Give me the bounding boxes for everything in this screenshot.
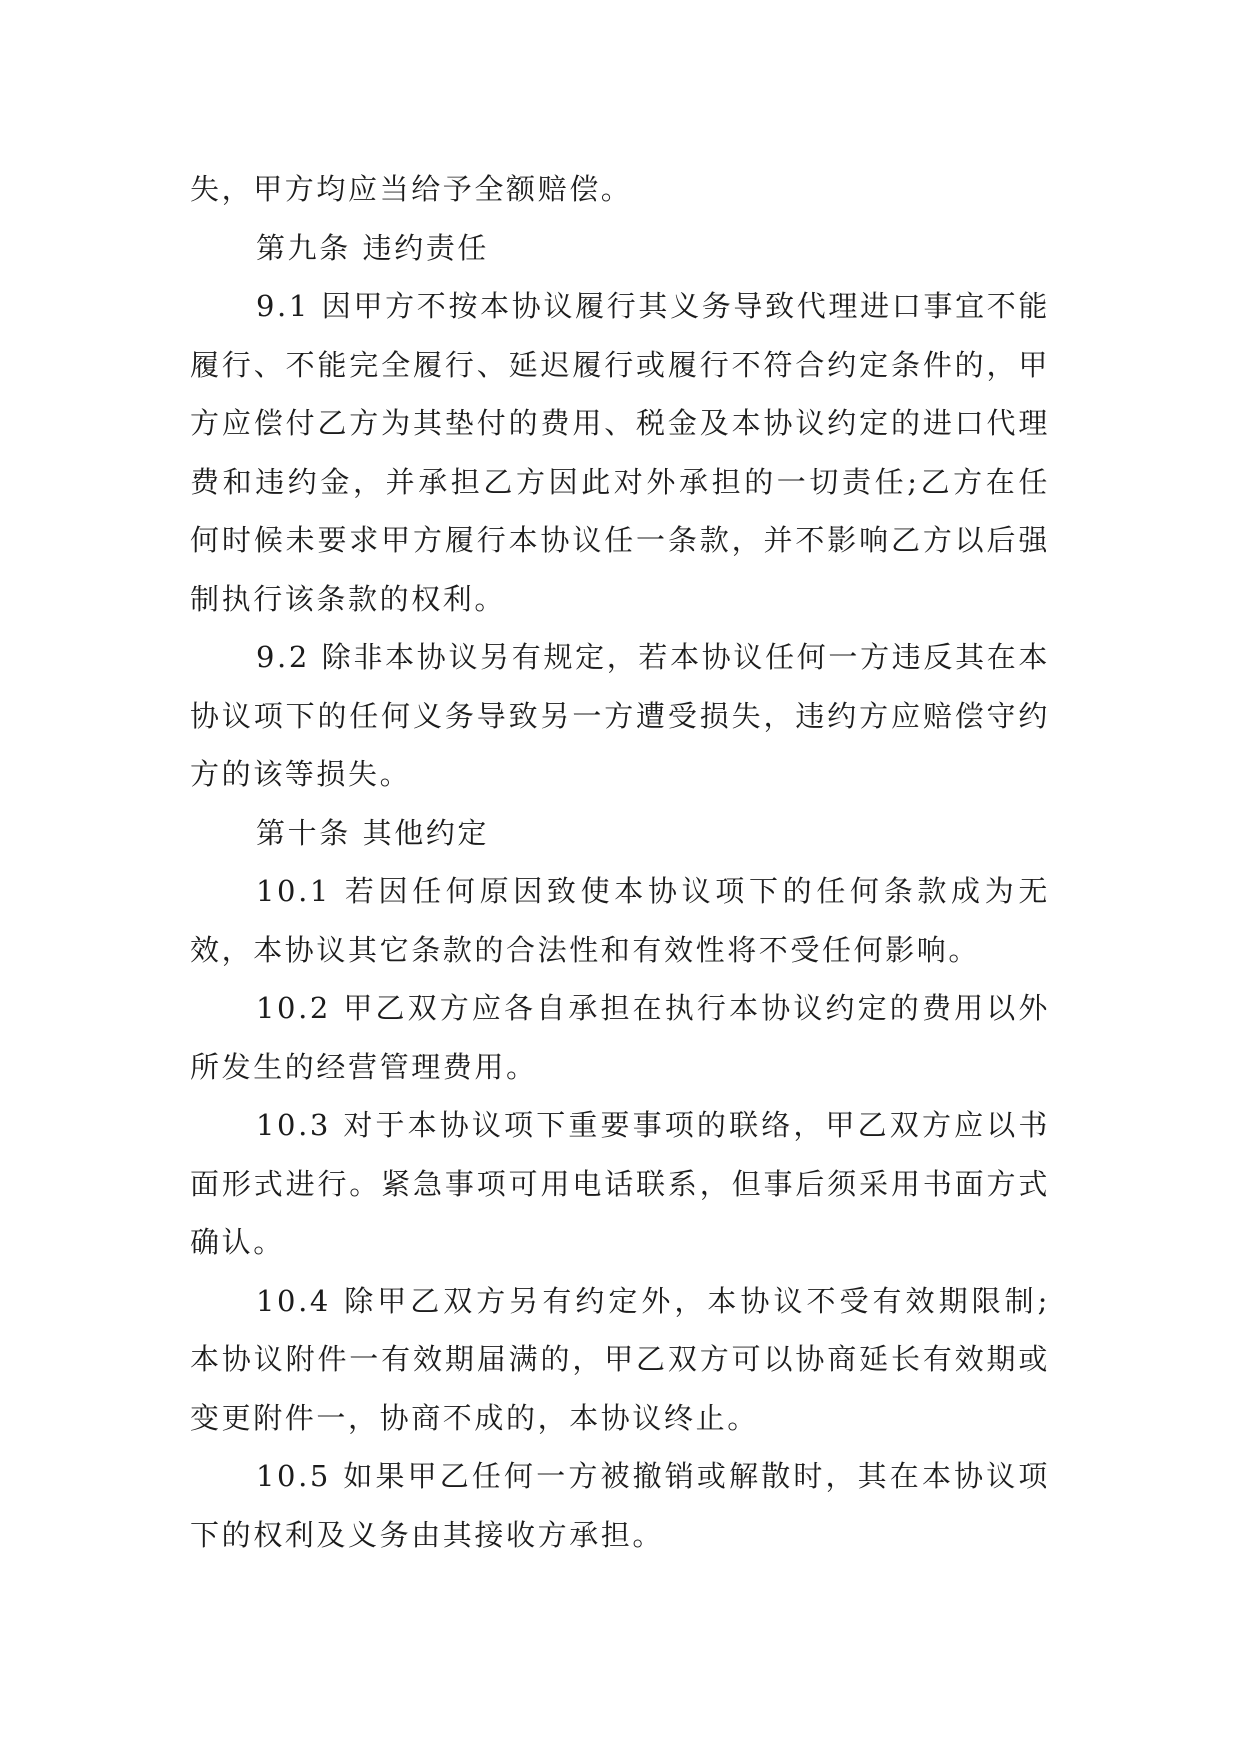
paragraph-10-4: 10.4 除甲乙双方另有约定外，本协议不受有效期限制;本协议附件一有效期届满的，甲乙双方可以协商延长有效期或变更附件一，协商不成的，本协议终止。 [190,1283,1050,1435]
paragraph-continuation: 失，甲方均应当给予全额赔偿。 [190,172,633,206]
section-heading-article-9: 第九条 违约责任 [256,230,490,265]
paragraph-9-2: 9.2 除非本协议另有规定，若本协议任何一方违反其在本协议项下的任何义务导致另一方遭受损失，违约方应赔偿守约方的该等损失。 [190,640,1050,791]
paragraph-10-3: 10.3 对于本协议项下重要事项的联络，甲乙双方应以书面形式进行。紧急事项可用电话联系，但事后须采用书面方式确认。 [190,1108,1050,1259]
paragraph-10-1: 10.1 若因任何原因致使本协议项下的任何条款成为无效，本协议其它条款的合法性和有效性将不受任何影响。 [190,874,1050,967]
paragraph-9-1: 9.1 因甲方不按本协议履行其义务导致代理进口事宜不能履行、不能完全履行、延迟履行或履行不符合约定条件的，甲方应偿付乙方为其垫付的费用、税金及本协议约定的进口代理费和违约金，并承担乙方因此对外承担的一切责任;乙方在任何时候未要求甲方履行本协议任一条款，并不影响乙方以后强制执行该条款的权利。 [190,289,1050,616]
section-heading-article-10: 第十条 其他约定 [256,815,490,850]
paragraph-10-2: 10.2 甲乙双方应各自承担在执行本协议约定的费用以外所发生的经营管理费用。 [190,991,1050,1084]
paragraph-10-5: 10.5 如果甲乙任何一方被撤销或解散时，其在本协议项下的权利及义务由其接收方承担。 [190,1459,1050,1552]
document-body [190,160,1050,1564]
